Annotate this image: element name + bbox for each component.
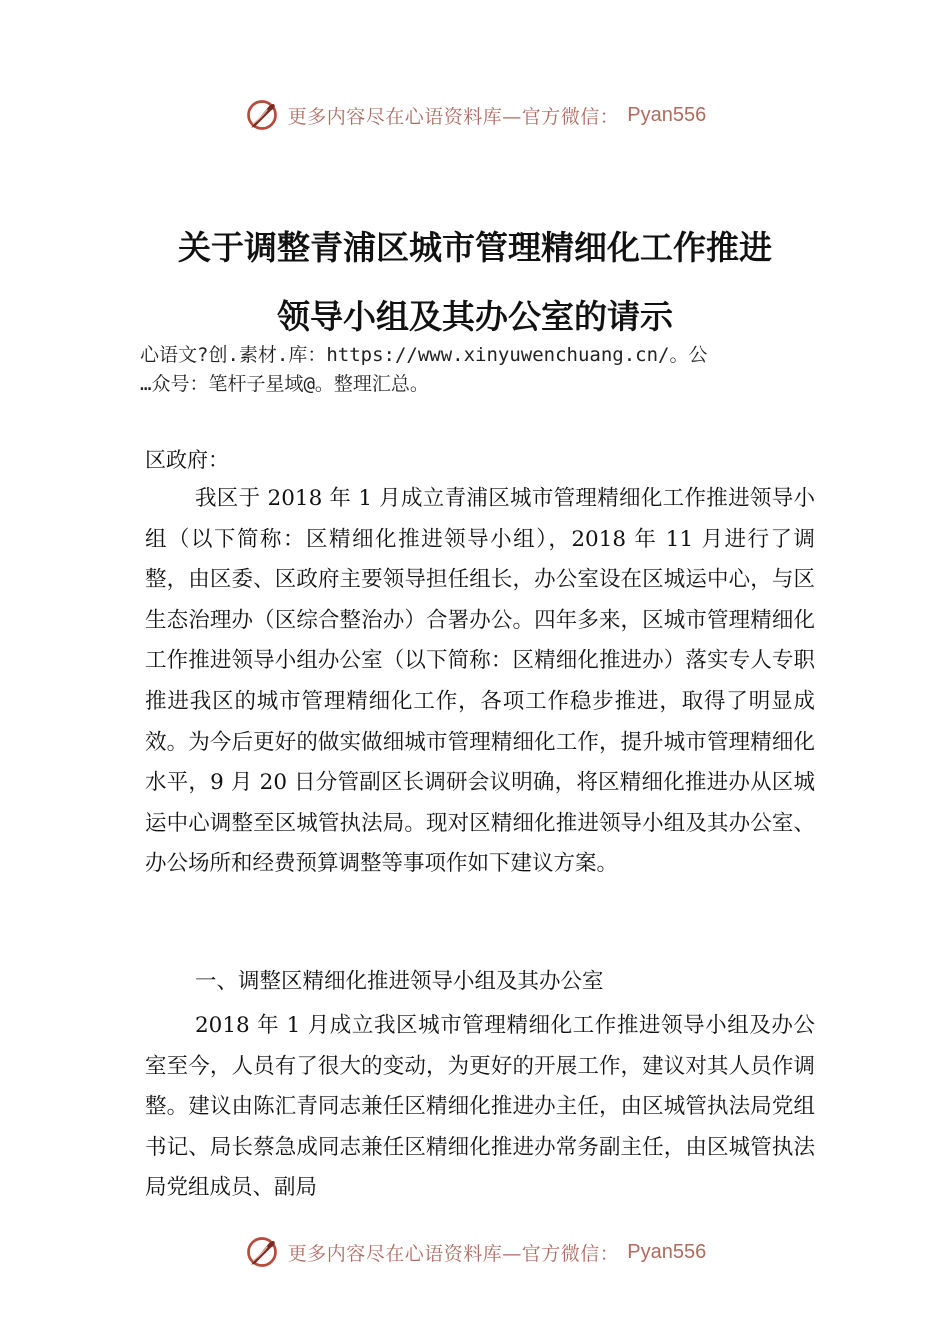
watermark-header <box>0 95 950 135</box>
document-title-line-1: 关于调整青浦区城市管理精细化工作推进 <box>178 228 772 267</box>
watermark-wechat-handle: Pyan556 <box>627 1240 707 1263</box>
body-paragraph-1: 我区于 2018 年 1 月成立青浦区城市管理精细化工作推进领导小组（以下简称：区精细化推进领导小组），2018 年 11 月进行了调整，由区委、区政府主要领导担任组长，办公室设在区城运中心，与区生态治理办（区综合整治办）合署办公。四年多来，区城市管理精细化工作推进领导小组办公室（以下简称：区精细化推进办）落实专人专职推进我区的城市管理精细化工作，各项工作稳步推进，取得了明显成效。为今后更好的做实做细城市管理精细化工作，提升城市管理精细化水平，9 月 20 日分管副区长调研会议明确，将区精细化推进办从区城运中心调整至区城管执法局。现对区精细化推进领导小组及其办公室、办公场所和经费预算调整等事项作如下建议方案。 <box>145 486 815 877</box>
watermark-text: 更多内容尽在心语资料库—官方微信： <box>287 105 620 128</box>
watermark-wechat-handle: Pyan556 <box>627 103 707 126</box>
quill-pen-logo-icon <box>244 97 280 133</box>
source-note-line-1: 心语文?创.素材.库：https://www.xinyuwenchuang.cn/。公 <box>140 344 708 366</box>
salutation: 区政府： <box>145 448 229 472</box>
document-title-line-2: 领导小组及其办公室的请示 <box>277 297 673 336</box>
section-heading-1: 一、调整区精细化推进领导小组及其办公室 <box>195 969 604 994</box>
body-paragraph-2: 2018 年 1 月成立我区城市管理精细化工作推进领导小组及办公室至今，人员有了很大的变动，为更好的开展工作，建议对其人员作调整。建议由陈汇青同志兼任区精细化推进办主任，由区城管执法局党组书记、局长蔡急成同志兼任区精细化推进办常务副主任，由区城管执法局党组成员、副局 <box>145 1013 815 1201</box>
watermark-footer <box>0 1232 950 1272</box>
quill-pen-logo-icon <box>244 1234 280 1270</box>
source-note-line-2: …众号：笔杆子星域@。整理汇总。 <box>140 373 429 395</box>
watermark-text: 更多内容尽在心语资料库—官方微信： <box>287 1242 620 1265</box>
